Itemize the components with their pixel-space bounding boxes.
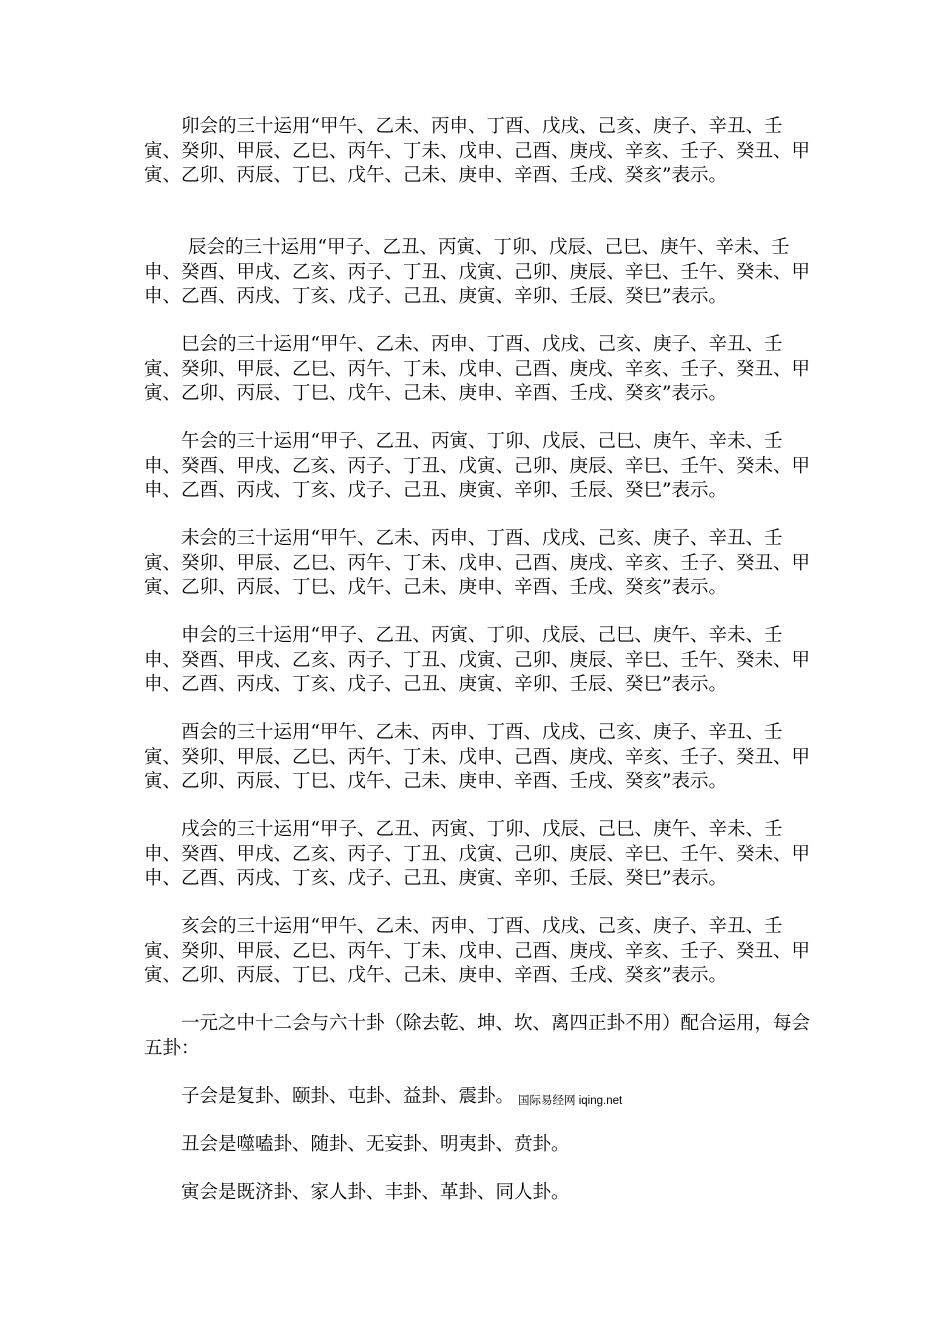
paragraph-wu-hui: 午会的三十运用“甲子、乙丑、丙寅、丁卯、戊辰、己巳、庚午、辛未、壬申、癸酉、甲戌、乙亥、丙子、丁丑、戊寅、己卯、庚辰、辛巳、壬午、癸未、甲申、乙酉、丙戌、丁亥、戊子、己丑、庚寅、辛卯、壬辰、癸巳”表示。: [144, 431, 811, 501]
paragraph-shen-hui: 申会的三十运用“甲子、乙丑、丙寅、丁卯、戊辰、己巳、庚午、辛未、壬申、癸酉、甲戌、乙亥、丙子、丁丑、戊寅、己卯、庚辰、辛巳、壬午、癸未、甲申、乙酉、丙戌、丁亥、戊子、己丑、庚寅、辛卯、壬辰、癸巳”表示。: [144, 625, 811, 695]
paragraph-zi-hui-gua: [181, 1085, 821, 1114]
paragraph-wei-hui: 未会的三十运用“甲午、乙未、丙申、丁酉、戊戌、己亥、庚子、辛丑、壬寅、癸卯、甲辰、乙巳、丙午、丁未、戊申、己酉、庚戌、辛亥、壬子、癸丑、甲寅、乙卯、丙辰、丁巳、戊午、己未、庚申、辛酉、壬戌、癸亥”表示。: [144, 528, 811, 598]
paragraph-you-hui: 酉会的三十运用“甲午、乙未、丙申、丁酉、戊戌、己亥、庚子、辛丑、壬寅、癸卯、甲辰、乙巳、丙午、丁未、戊申、己酉、庚戌、辛亥、壬子、癸丑、甲寅、乙卯、丙辰、丁巳、戊午、己未、庚申、辛酉、壬戌、癸亥”表示。: [144, 722, 811, 792]
paragraph-si-hui: 巳会的三十运用“甲午、乙未、丙申、丁酉、戊戌、己亥、庚子、辛丑、壬寅、癸卯、甲辰、乙巳、丙午、丁未、戊申、己酉、庚戌、辛亥、壬子、癸丑、甲寅、乙卯、丙辰、丁巳、戊午、己未、庚申、辛酉、壬戌、癸亥”表示。: [144, 334, 811, 404]
paragraph-twelve-hui-intro: 一元之中十二会与六十卦（除去乾、坤、坎、离四正卦不用）配合运用，每会五卦：: [144, 1013, 811, 1059]
site-watermark: 国际易经网 iqing.net: [518, 1095, 623, 1107]
paragraph-xu-hui: 戌会的三十运用“甲子、乙丑、丙寅、丁卯、戊辰、己巳、庚午、辛未、壬申、癸酉、甲戌、乙亥、丙子、丁丑、戊寅、己卯、庚辰、辛巳、壬午、癸未、甲申、乙酉、丙戌、丁亥、戊子、己丑、庚寅、辛卯、壬辰、癸巳”表示。: [144, 819, 811, 889]
paragraph-hai-hui: 亥会的三十运用“甲午、乙未、丙申、丁酉、戊戌、己亥、庚子、辛丑、壬寅、癸卯、甲辰、乙巳、丙午、丁未、戊申、己酉、庚戌、辛亥、壬子、癸丑、甲寅、乙卯、丙辰、丁巳、戊午、己未、庚申、辛酉、壬戌、癸亥”表示。: [144, 916, 811, 986]
paragraph-chou-hui-gua: 丑会是噬嗑卦、随卦、无妄卦、明夷卦、贲卦。: [181, 1134, 570, 1155]
paragraph-chen-hui: 辰会的三十运用“甲子、乙丑、丙寅、丁卯、戊辰、己巳、庚午、辛未、壬申、癸酉、甲戌、乙亥、丙子、丁丑、戊寅、己卯、庚辰、辛巳、壬午、癸未、甲申、乙酉、丙戌、丁亥、戊子、己丑、庚寅、辛卯、壬辰、癸巳”表示。: [144, 237, 811, 307]
zi-hui-text: 子会是复卦、颐卦、屯卦、益卦、震卦。: [181, 1086, 515, 1107]
paragraph-mao-hui: 卯会的三十运用“甲午、乙未、丙申、丁酉、戊戌、己亥、庚子、辛丑、壬寅、癸卯、甲辰、乙巳、丙午、丁未、戊申、己酉、庚戌、辛亥、壬子、癸丑、甲寅、乙卯、丙辰、丁巳、戊午、己未、庚申、辛酉、壬戌、癸亥”表示。: [144, 116, 811, 186]
paragraph-yin-hui-gua: 寅会是既济卦、家人卦、丰卦、革卦、同人卦。: [181, 1182, 570, 1203]
